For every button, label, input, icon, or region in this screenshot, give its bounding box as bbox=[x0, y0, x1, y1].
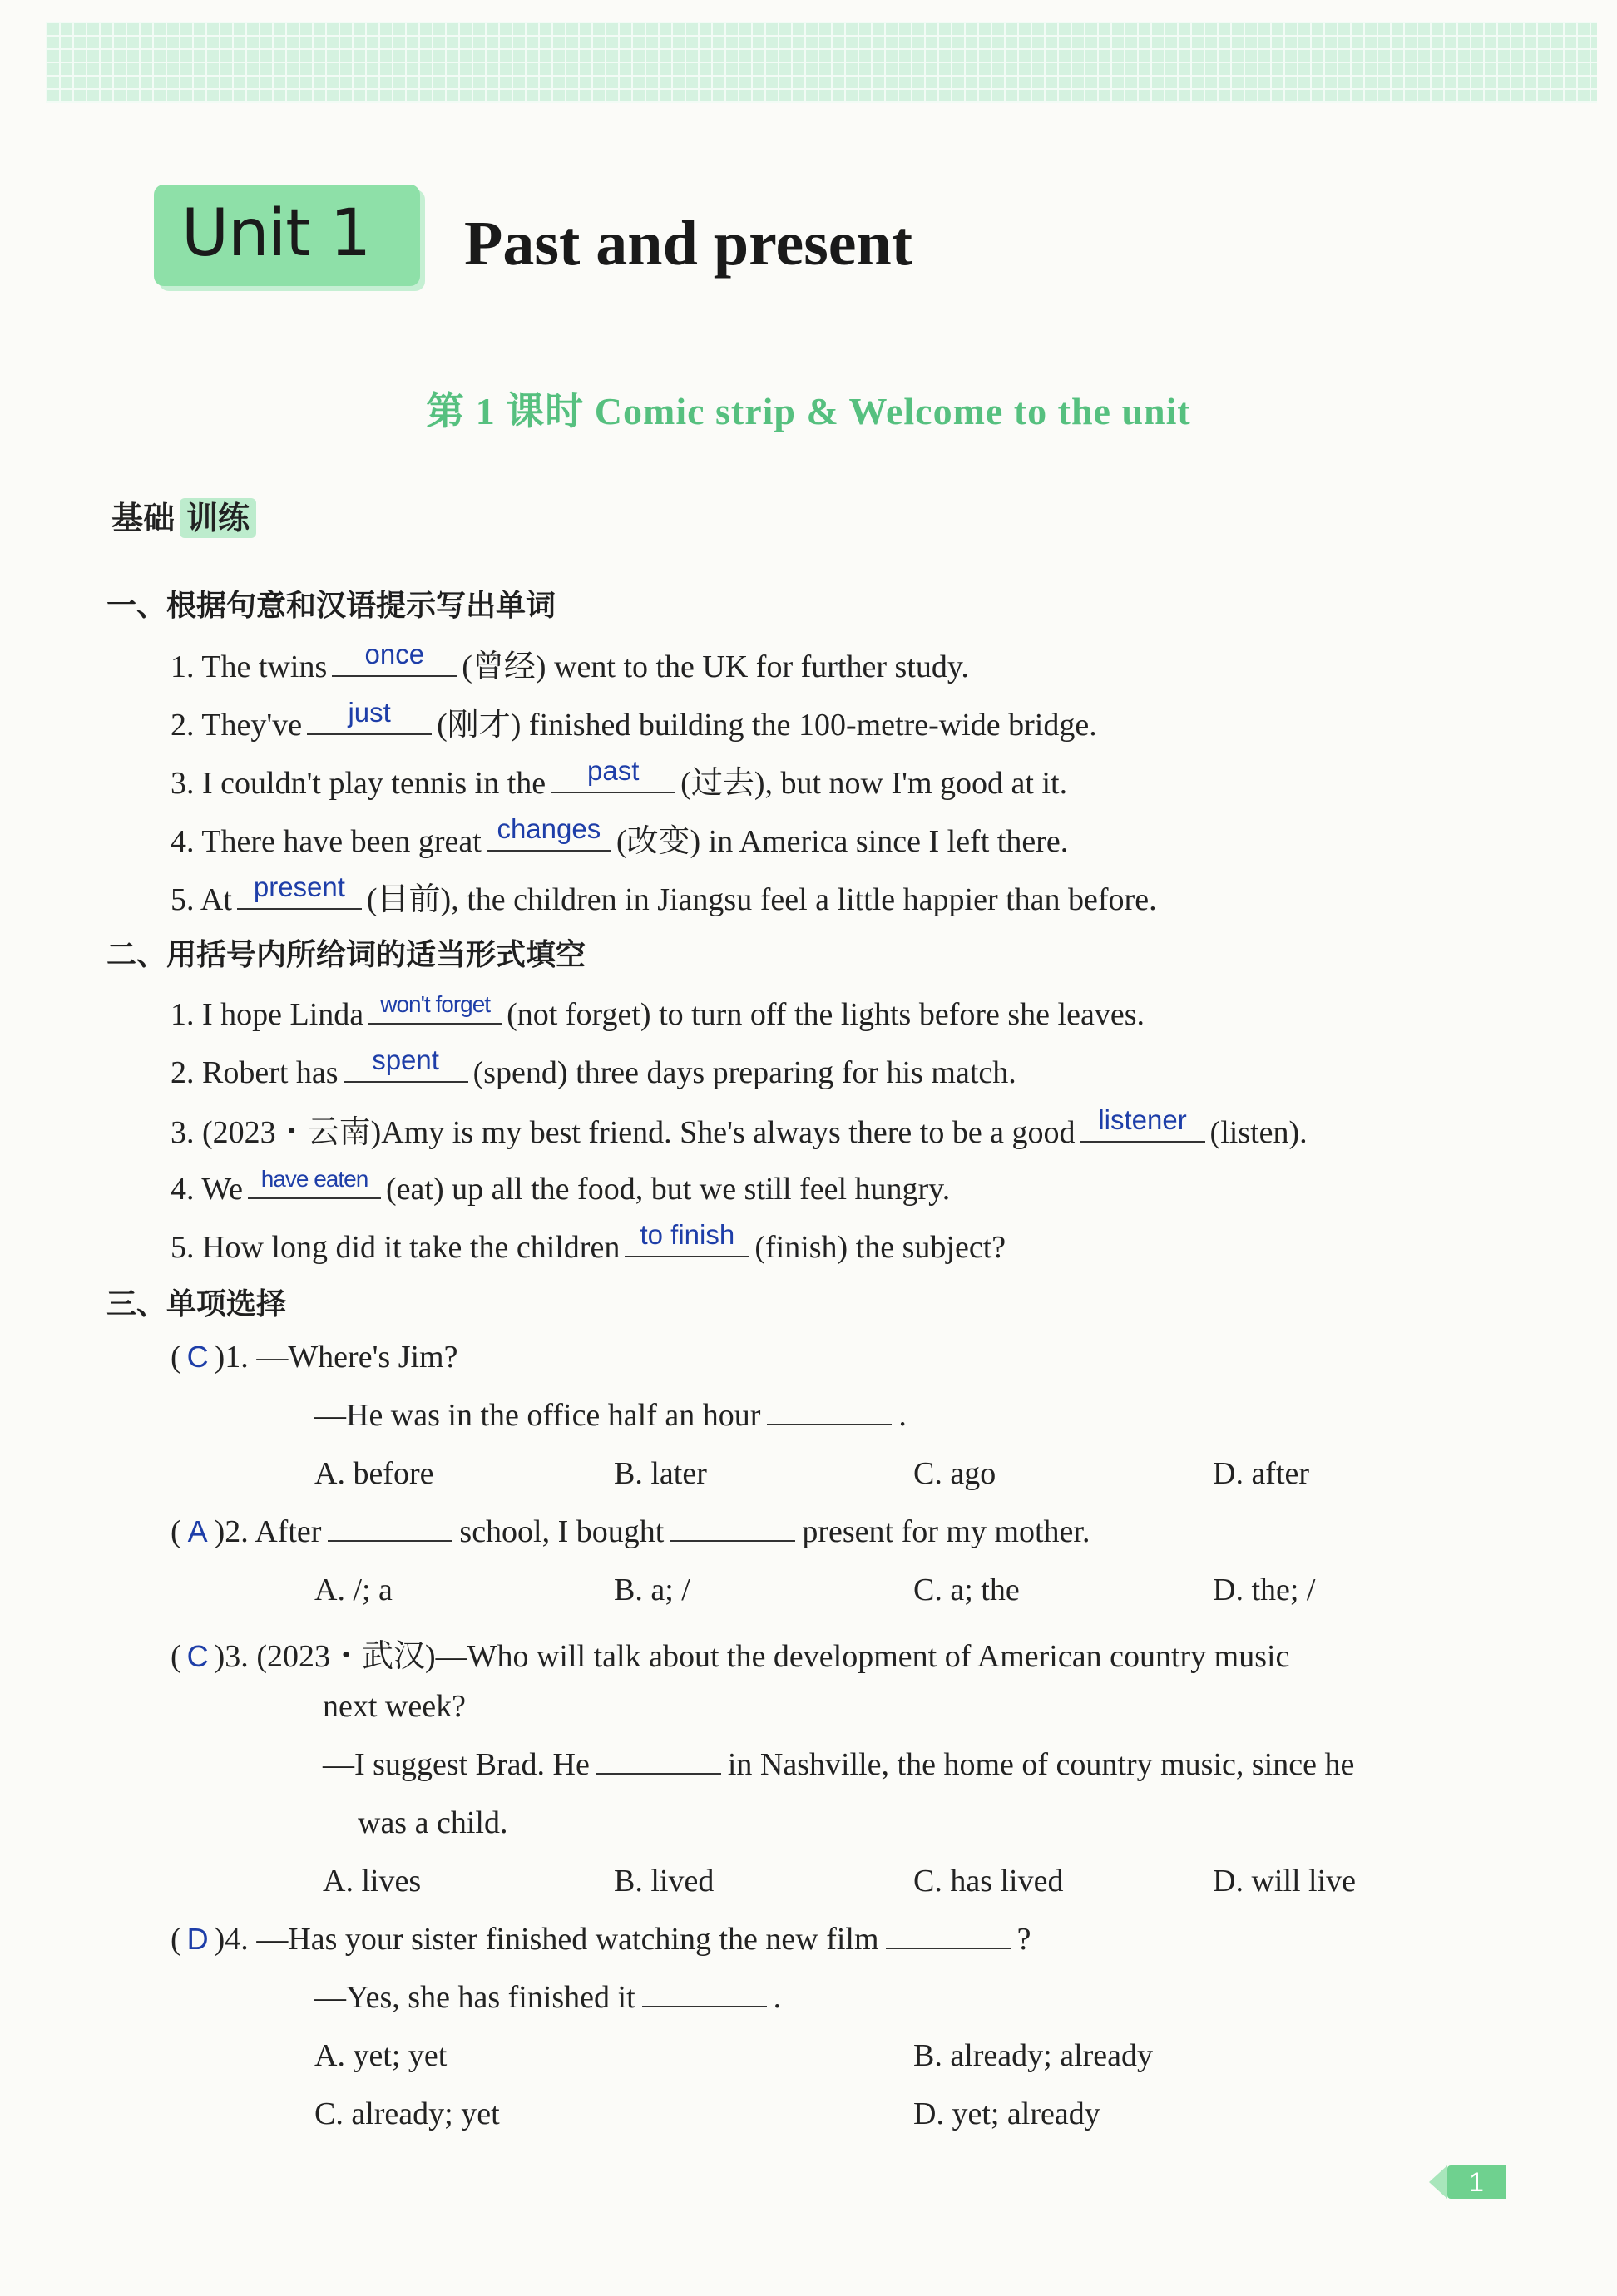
option: D. the; / bbox=[1213, 1573, 1316, 1607]
decorative-grid-band bbox=[46, 22, 1597, 103]
lesson-title: 第 1 课时 Comic strip & Welcome to the unit bbox=[426, 390, 1191, 432]
option: C. already; yet bbox=[314, 2096, 500, 2131]
option: A. before bbox=[314, 1456, 434, 1491]
choice-answer: C bbox=[186, 1639, 209, 1673]
choice-answer: C bbox=[186, 1340, 209, 1374]
answer: spent bbox=[372, 1044, 439, 1075]
list-item: 3. I couldn't play tennis in the past (过去), but now I'm good at it. bbox=[171, 755, 1068, 801]
answer: present bbox=[253, 871, 345, 902]
question-4: ( D )4. —Has your sister finished watching the new film ? bbox=[171, 1922, 1031, 1957]
question-3: ( C )3. (2023・武汉)—Who will talk about the development of American country music bbox=[171, 1639, 1290, 1674]
answer: have eaten bbox=[260, 1166, 368, 1192]
question-3-line3: —I suggest Brad. He in Nashville, the home of country music, since he bbox=[323, 1747, 1355, 1782]
section3-heading: 三、单项选择 bbox=[106, 1287, 287, 1321]
option: C. ago bbox=[913, 1456, 996, 1491]
option: C. a; the bbox=[913, 1573, 1020, 1607]
section2-heading: 二、用括号内所给词的适当形式填空 bbox=[106, 938, 586, 972]
question-2: ( A )2. After school, I bought present for my mother. bbox=[171, 1514, 1090, 1549]
answer: just bbox=[348, 697, 391, 728]
badge-part1: 基础 bbox=[111, 500, 176, 536]
option: C. has lived bbox=[913, 1864, 1064, 1899]
practice-badge bbox=[111, 492, 256, 538]
answer: to finish bbox=[640, 1219, 735, 1250]
answer: once bbox=[364, 639, 425, 669]
question-3-line4: was a child. bbox=[358, 1805, 508, 1840]
list-item: 5. How long did it take the children to finish (finish) the subject? bbox=[171, 1219, 1006, 1265]
choice-answer: D bbox=[186, 1922, 209, 1956]
list-item: 1. The twins once (曾经) went to the UK for further study. bbox=[171, 639, 969, 684]
option: B. already; already bbox=[913, 2038, 1154, 2073]
option: A. /; a bbox=[314, 1573, 393, 1607]
option: B. lived bbox=[614, 1864, 715, 1899]
list-item: 3. (2023・云南)Amy is my best friend. She's always there to be a good listener (listen). bbox=[171, 1104, 1308, 1150]
option: B. later bbox=[614, 1456, 707, 1491]
question-1: ( C )1. —Where's Jim? bbox=[171, 1340, 458, 1375]
list-item: 4. There have been great changes (改变) in America since I left there. bbox=[171, 813, 1069, 859]
unit-label: Unit 1 bbox=[181, 196, 371, 271]
answer: changes bbox=[497, 813, 601, 844]
list-item: 1. I hope Linda won't forget (not forget) to turn off the lights before she leaves. bbox=[171, 991, 1145, 1032]
list-item: 4. We have eaten (eat) up all the food, but we still feel hungry. bbox=[171, 1166, 951, 1207]
choice-answer: A bbox=[187, 1514, 208, 1548]
option: D. yet; already bbox=[913, 2096, 1100, 2131]
question-4-line2: —Yes, she has finished it . bbox=[314, 1980, 782, 2015]
list-item: 2. They've just (刚才) finished building the 100-metre-wide bridge. bbox=[171, 697, 1097, 743]
unit-title: Past and present bbox=[464, 209, 913, 279]
section1-heading: 一、根据句意和汉语提示写出单词 bbox=[106, 589, 556, 623]
badge-part2: 训练 bbox=[180, 498, 256, 538]
option: D. will live bbox=[1213, 1864, 1357, 1899]
question-1-line2: —He was in the office half an hour . bbox=[314, 1398, 907, 1433]
option: B. a; / bbox=[614, 1573, 690, 1607]
page-arrow-icon bbox=[1429, 2165, 1447, 2199]
question-3-line2: next week? bbox=[323, 1689, 466, 1724]
list-item: 2. Robert has spent (spend) three days preparing for his match. bbox=[171, 1044, 1016, 1090]
list-item: 5. At present (目前), the children in Jiangsu feel a little happier than before. bbox=[171, 871, 1157, 917]
option: D. after bbox=[1213, 1456, 1310, 1491]
answer: past bbox=[586, 755, 640, 786]
answer: won't forget bbox=[380, 991, 491, 1017]
answer: listener bbox=[1098, 1104, 1187, 1135]
option: A. yet; yet bbox=[314, 2038, 448, 2073]
page-number: 1 bbox=[1447, 2165, 1506, 2199]
option: A. lives bbox=[323, 1864, 422, 1899]
